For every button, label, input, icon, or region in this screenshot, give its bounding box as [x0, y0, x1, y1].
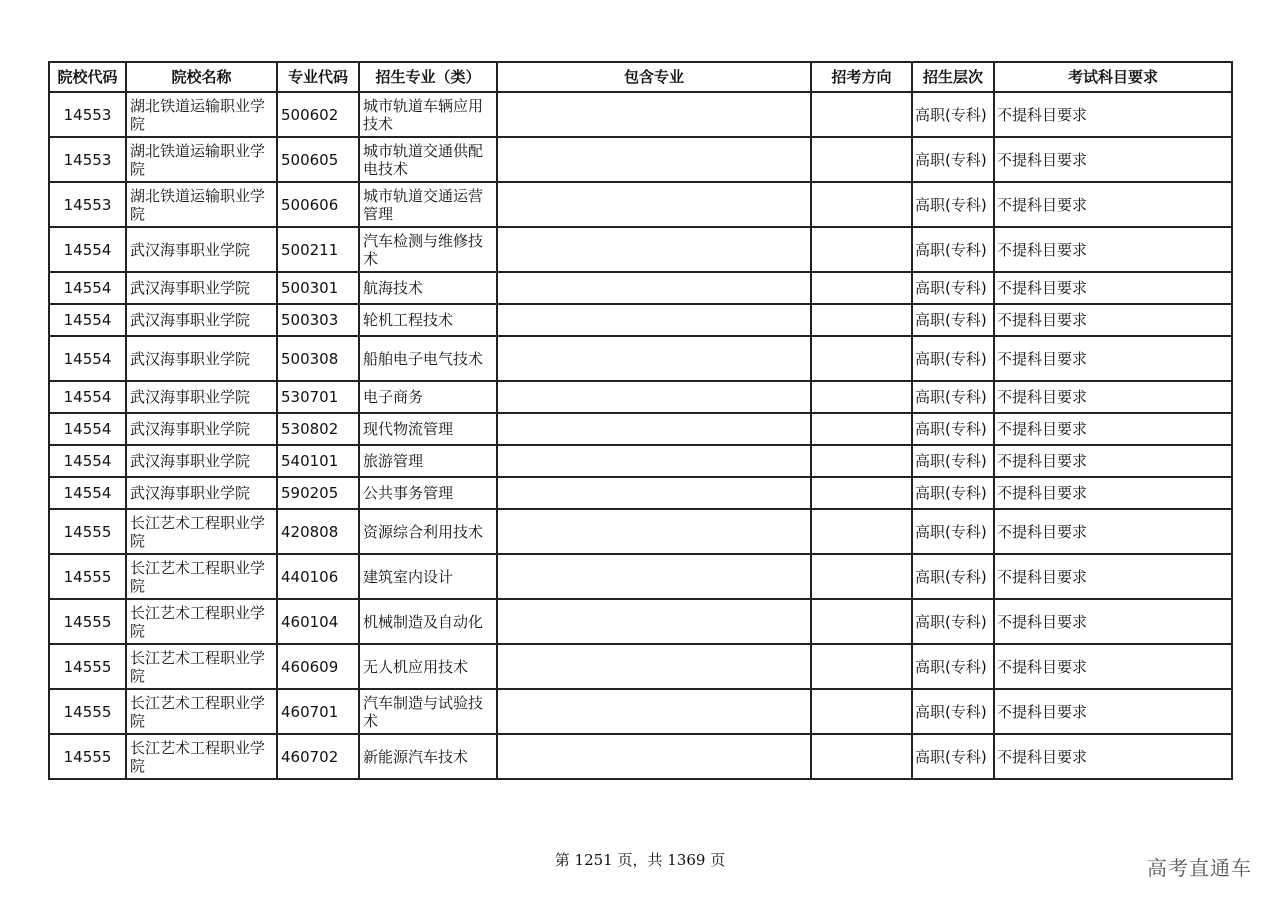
cell-major-code: 500303	[277, 304, 359, 336]
cell-major-code: 500602	[277, 92, 359, 137]
cell-major-code: 540101	[277, 445, 359, 477]
cell-school-code: 14554	[49, 227, 126, 272]
cell-level: 高职(专科)	[912, 137, 994, 182]
cell-included-majors	[497, 227, 811, 272]
cell-level: 高职(专科)	[912, 92, 994, 137]
cell-major-code: 460702	[277, 734, 359, 779]
cell-school-code: 14553	[49, 92, 126, 137]
cell-major: 公共事务管理	[359, 477, 497, 509]
cell-major-code: 500606	[277, 182, 359, 227]
cell-included-majors	[497, 182, 811, 227]
cell-major: 轮机工程技术	[359, 304, 497, 336]
cell-included-majors	[497, 599, 811, 644]
cell-subject-requirement: 不提科目要求	[994, 381, 1232, 413]
cell-level: 高职(专科)	[912, 689, 994, 734]
cell-included-majors	[497, 304, 811, 336]
header-school-code: 院校代码	[49, 62, 126, 92]
admissions-table	[48, 61, 1233, 780]
cell-major: 城市轨道交通运营管理	[359, 182, 497, 227]
cell-school-code: 14555	[49, 644, 126, 689]
cell-level: 高职(专科)	[912, 644, 994, 689]
cell-subject-requirement: 不提科目要求	[994, 599, 1232, 644]
cell-level: 高职(专科)	[912, 477, 994, 509]
cell-level: 高职(专科)	[912, 509, 994, 554]
cell-level: 高职(专科)	[912, 227, 994, 272]
cell-school-name: 武汉海事职业学院	[126, 445, 277, 477]
cell-included-majors	[497, 137, 811, 182]
cell-direction	[811, 689, 912, 734]
cell-major: 城市轨道交通供配电技术	[359, 137, 497, 182]
cell-major: 船舶电子电气技术	[359, 336, 497, 381]
cell-direction	[811, 304, 912, 336]
table-row	[49, 689, 1232, 734]
table-row	[49, 509, 1232, 554]
cell-direction	[811, 381, 912, 413]
cell-school-code: 14555	[49, 689, 126, 734]
cell-school-name: 武汉海事职业学院	[126, 477, 277, 509]
cell-school-name: 武汉海事职业学院	[126, 272, 277, 304]
cell-included-majors	[497, 272, 811, 304]
table-row	[49, 413, 1232, 445]
cell-direction	[811, 272, 912, 304]
cell-school-code: 14555	[49, 734, 126, 779]
cell-major: 汽车制造与试验技术	[359, 689, 497, 734]
header-major-code: 专业代码	[277, 62, 359, 92]
cell-major: 新能源汽车技术	[359, 734, 497, 779]
cell-level: 高职(专科)	[912, 413, 994, 445]
table-row	[49, 381, 1232, 413]
cell-major: 现代物流管理	[359, 413, 497, 445]
cell-direction	[811, 477, 912, 509]
cell-subject-requirement: 不提科目要求	[994, 644, 1232, 689]
cell-major: 无人机应用技术	[359, 644, 497, 689]
header-school-name: 院校名称	[126, 62, 277, 92]
cell-included-majors	[497, 477, 811, 509]
table-row	[49, 599, 1232, 644]
table-row	[49, 272, 1232, 304]
cell-major-code: 530701	[277, 381, 359, 413]
cell-school-name: 武汉海事职业学院	[126, 413, 277, 445]
header-major: 招生专业（类）	[359, 62, 497, 92]
cell-school-name: 武汉海事职业学院	[126, 381, 277, 413]
table-row	[49, 336, 1232, 381]
cell-direction	[811, 227, 912, 272]
cell-level: 高职(专科)	[912, 445, 994, 477]
cell-subject-requirement: 不提科目要求	[994, 689, 1232, 734]
table-row	[49, 554, 1232, 599]
cell-level: 高职(专科)	[912, 336, 994, 381]
cell-included-majors	[497, 734, 811, 779]
cell-subject-requirement: 不提科目要求	[994, 734, 1232, 779]
cell-level: 高职(专科)	[912, 272, 994, 304]
cell-school-name: 长江艺术工程职业学院	[126, 644, 277, 689]
page-number: 第 1251 页，共 1369 页	[554, 851, 726, 869]
cell-subject-requirement: 不提科目要求	[994, 92, 1232, 137]
table-body	[49, 92, 1232, 779]
cell-school-name: 湖北铁道运输职业学院	[126, 182, 277, 227]
table-row	[49, 734, 1232, 779]
cell-school-name: 湖北铁道运输职业学院	[126, 137, 277, 182]
cell-subject-requirement: 不提科目要求	[994, 477, 1232, 509]
cell-school-name: 长江艺术工程职业学院	[126, 689, 277, 734]
cell-major: 电子商务	[359, 381, 497, 413]
cell-level: 高职(专科)	[912, 182, 994, 227]
table-row	[49, 182, 1232, 227]
cell-school-code: 14555	[49, 554, 126, 599]
cell-level: 高职(专科)	[912, 381, 994, 413]
cell-subject-requirement: 不提科目要求	[994, 413, 1232, 445]
cell-direction	[811, 554, 912, 599]
cell-school-code: 14554	[49, 413, 126, 445]
cell-included-majors	[497, 554, 811, 599]
cell-included-majors	[497, 509, 811, 554]
cell-major-code: 500211	[277, 227, 359, 272]
cell-direction	[811, 644, 912, 689]
cell-subject-requirement: 不提科目要求	[994, 182, 1232, 227]
table-header-row	[49, 62, 1232, 92]
cell-major: 城市轨道车辆应用技术	[359, 92, 497, 137]
cell-major: 资源综合利用技术	[359, 509, 497, 554]
cell-school-code: 14554	[49, 477, 126, 509]
cell-school-name: 湖北铁道运输职业学院	[126, 92, 277, 137]
cell-school-name: 武汉海事职业学院	[126, 227, 277, 272]
cell-included-majors	[497, 336, 811, 381]
table-row	[49, 445, 1232, 477]
cell-subject-requirement: 不提科目要求	[994, 336, 1232, 381]
cell-school-code: 14554	[49, 336, 126, 381]
cell-major-code: 530802	[277, 413, 359, 445]
cell-major-code: 500301	[277, 272, 359, 304]
cell-subject-requirement: 不提科目要求	[994, 445, 1232, 477]
cell-school-code: 14554	[49, 272, 126, 304]
cell-school-name: 长江艺术工程职业学院	[126, 599, 277, 644]
header-subject-requirement: 考试科目要求	[994, 62, 1232, 92]
cell-direction	[811, 336, 912, 381]
cell-direction	[811, 92, 912, 137]
cell-major-code: 460701	[277, 689, 359, 734]
cell-school-code: 14554	[49, 381, 126, 413]
cell-direction	[811, 734, 912, 779]
cell-direction	[811, 137, 912, 182]
cell-major-code: 420808	[277, 509, 359, 554]
cell-direction	[811, 182, 912, 227]
cell-school-code: 14553	[49, 137, 126, 182]
cell-school-name: 武汉海事职业学院	[126, 336, 277, 381]
cell-direction	[811, 599, 912, 644]
cell-subject-requirement: 不提科目要求	[994, 554, 1232, 599]
cell-level: 高职(专科)	[912, 304, 994, 336]
header-direction: 招考方向	[811, 62, 912, 92]
cell-included-majors	[497, 689, 811, 734]
cell-major-code: 500605	[277, 137, 359, 182]
cell-subject-requirement: 不提科目要求	[994, 272, 1232, 304]
cell-included-majors	[497, 413, 811, 445]
cell-level: 高职(专科)	[912, 554, 994, 599]
cell-major: 旅游管理	[359, 445, 497, 477]
cell-school-name: 长江艺术工程职业学院	[126, 734, 277, 779]
cell-major: 汽车检测与维修技术	[359, 227, 497, 272]
header-level: 招生层次	[912, 62, 994, 92]
cell-included-majors	[497, 92, 811, 137]
cell-direction	[811, 445, 912, 477]
cell-school-code: 14554	[49, 445, 126, 477]
header-included-majors: 包含专业	[497, 62, 811, 92]
cell-major-code: 590205	[277, 477, 359, 509]
cell-major-code: 440106	[277, 554, 359, 599]
cell-level: 高职(专科)	[912, 599, 994, 644]
cell-major: 建筑室内设计	[359, 554, 497, 599]
cell-direction	[811, 509, 912, 554]
cell-school-code: 14554	[49, 304, 126, 336]
cell-major-code: 460609	[277, 644, 359, 689]
cell-subject-requirement: 不提科目要求	[994, 227, 1232, 272]
table-row	[49, 137, 1232, 182]
cell-major-code: 500308	[277, 336, 359, 381]
cell-direction	[811, 413, 912, 445]
cell-included-majors	[497, 381, 811, 413]
cell-school-code: 14555	[49, 599, 126, 644]
cell-school-name: 长江艺术工程职业学院	[126, 554, 277, 599]
cell-major: 航海技术	[359, 272, 497, 304]
cell-school-name: 长江艺术工程职业学院	[126, 509, 277, 554]
table-row	[49, 304, 1232, 336]
cell-subject-requirement: 不提科目要求	[994, 509, 1232, 554]
cell-level: 高职(专科)	[912, 734, 994, 779]
table-row	[49, 92, 1232, 137]
cell-included-majors	[497, 644, 811, 689]
cell-school-code: 14553	[49, 182, 126, 227]
cell-included-majors	[497, 445, 811, 477]
table-row	[49, 644, 1232, 689]
cell-subject-requirement: 不提科目要求	[994, 137, 1232, 182]
cell-subject-requirement: 不提科目要求	[994, 304, 1232, 336]
table-row	[49, 227, 1232, 272]
cell-major: 机械制造及自动化	[359, 599, 497, 644]
cell-major-code: 460104	[277, 599, 359, 644]
cell-school-name: 武汉海事职业学院	[126, 304, 277, 336]
watermark-text: 高考直通车	[1147, 856, 1252, 880]
table-row	[49, 477, 1232, 509]
cell-school-code: 14555	[49, 509, 126, 554]
